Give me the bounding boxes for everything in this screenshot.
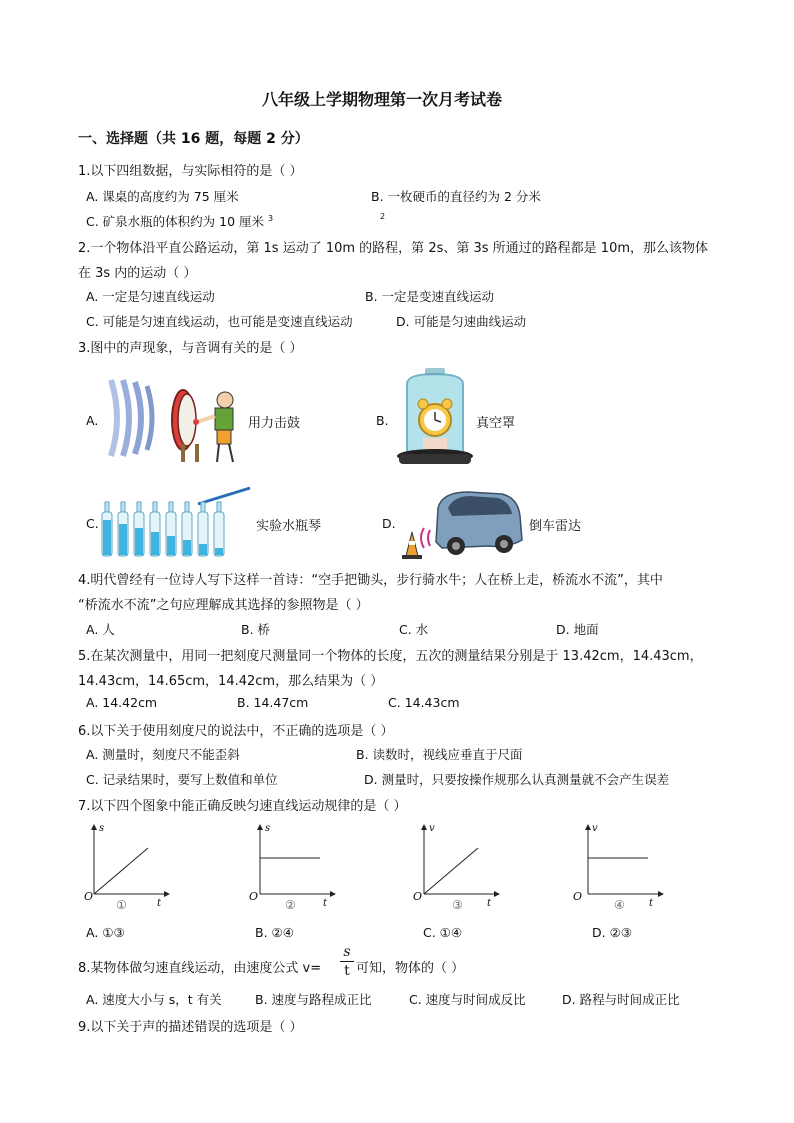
question-3-option-a[interactable]: A. [86, 413, 99, 428]
graph-2-origin: O [249, 890, 259, 903]
alarm-clock-icon [418, 399, 452, 436]
graph-2-number: ② [285, 898, 296, 912]
graph-1-y-label: s [99, 823, 105, 834]
question-8-stem-pre: 8.某物体做匀速直线运动，由速度公式 v= [78, 961, 322, 976]
question-7-option-c[interactable]: C. ①④ [423, 925, 463, 940]
graph-4-origin: O [573, 890, 583, 903]
question-8-stem-post: 可知，物体的（ ） [356, 961, 465, 976]
question-8-option-d[interactable]: D. 路程与时间成正比 [562, 992, 680, 1007]
question-3-option-c[interactable]: C. [86, 516, 99, 531]
graph-3-y-label: v [429, 823, 435, 834]
question-2-option-a[interactable]: A. 一定是匀速直线运动 [86, 289, 215, 304]
question-6-option-b[interactable]: B. 读数时，视线应垂直于尺面 [356, 747, 523, 762]
graph-1-number: ① [116, 898, 127, 912]
question-8-option-a[interactable]: A. 速度大小与 s，t 有关 [86, 992, 222, 1007]
question-4-stem-line1: 4.明代曾经有一位诗人写下这样一首诗：“空手把锄头，步行骑水牛；人在桥上走，桥流水不流”，其中 [78, 573, 663, 588]
graph-2-y-label: s [265, 823, 271, 834]
question-5-stem-line2: 14.43cm，14.65cm，14.42cm，那么结果为（ ） [78, 674, 384, 689]
question-5-stem-line1: 5.在某次测量中，用同一把刻度尺测量同一个物体的长度，五次的测量结果分别是于 13.42cm，14.43cm， [78, 649, 703, 664]
question-1-stem: 1.以下四组数据，与实际相符的是（ ） [78, 164, 303, 179]
question-1-option-c-text: C. 矿泉水瓶的体积约为 10 厘米 [86, 214, 265, 229]
question-2-option-c[interactable]: C. 可能是匀速直线运动，也可能是变速直线运动 [86, 314, 353, 329]
question-5-option-a[interactable]: A. 14.42cm [86, 695, 158, 710]
question-4-option-d[interactable]: D. 地面 [556, 622, 599, 637]
question-5-option-c[interactable]: C. 14.43cm [388, 695, 460, 710]
question-3-option-d[interactable]: D. [382, 516, 396, 531]
stray-superscript: 2 [380, 212, 386, 221]
question-8-option-b[interactable]: B. 速度与路程成正比 [255, 992, 372, 1007]
graph-3-number: ③ [452, 898, 463, 912]
graph-3-origin: O [413, 890, 423, 903]
speed-formula-fraction [340, 944, 354, 979]
graph-1-x-label: t [157, 898, 162, 909]
question-3-d-caption: 倒车雷达 [529, 519, 582, 534]
graph-4-y-label: v [592, 823, 598, 834]
question-4-option-b[interactable]: B. 桥 [241, 622, 271, 637]
question-7-option-b[interactable]: B. ②④ [255, 925, 294, 940]
question-6-option-d[interactable]: D. 测量时，只要按操作规那么认真测量就不会产生误差 [364, 772, 670, 787]
graph-4-number: ④ [614, 898, 625, 912]
graph-1-origin: O [84, 890, 94, 903]
question-7-option-d[interactable]: D. ②③ [592, 925, 632, 940]
sound-wave-icon [111, 380, 152, 456]
radar-wave-icon [421, 528, 430, 548]
question-4-option-a[interactable]: A. 人 [86, 622, 115, 637]
question-3-c-caption: 实验水瓶琴 [256, 519, 322, 534]
question-4-option-c[interactable]: C. 水 [399, 622, 429, 637]
question-7-stem: 7.以下四个图象中能正确反映匀速直线运动规律的是（ ） [78, 799, 407, 814]
question-4-stem-line2: “桥流水不流”之句应理解成其选择的参照物是（ ） [78, 598, 369, 613]
question-9-stem: 9.以下关于声的描述错误的选项是（ ） [78, 1020, 303, 1035]
question-3-a-caption: 用力击鼓 [248, 416, 301, 431]
question-1-option-c[interactable] [86, 212, 273, 230]
question-2-option-d[interactable]: D. 可能是匀速曲线运动 [396, 314, 527, 329]
question-6-option-a[interactable]: A. 测量时，刻度尺不能歪斜 [86, 747, 240, 762]
water-bottles-illustration [100, 486, 252, 560]
fraction-denominator: t [344, 963, 350, 979]
question-1-option-b[interactable]: B. 一枚硬币的直径约为 2 分米 [371, 189, 541, 204]
reversing-radar-illustration [398, 486, 526, 560]
graph-4-x-label: t [649, 898, 654, 909]
traffic-cone-icon [402, 532, 422, 559]
superscript: 3 [268, 213, 274, 223]
question-2-stem-line1: 2.一个物体沿平直公路运动，第 1s 运动了 10m 的路程，第 2s、第 3s 所通过的路程都是 10m，那么该物体 [78, 241, 709, 256]
graph-3-x-label: t [487, 898, 492, 909]
question-7-option-a[interactable]: A. ①③ [86, 925, 125, 940]
section-heading: 一、选择题（共 16 题，每题 2 分） [78, 131, 309, 147]
question-2-option-b[interactable]: B. 一定是变速直线运动 [365, 289, 495, 304]
question-8-option-c[interactable]: C. 速度与时间成反比 [409, 992, 526, 1007]
question-3-b-caption: 真空罩 [476, 416, 516, 431]
bell-jar-illustration [395, 366, 475, 470]
fraction-numerator: s [343, 944, 351, 960]
question-5-option-b[interactable]: B. 14.47cm [237, 695, 309, 710]
graph-2-x-label: t [323, 898, 328, 909]
question-2-stem-line2: 在 3s 内的运动（ ） [78, 266, 197, 281]
question-6-stem: 6.以下关于使用刻度尺的说法中，不正确的选项是（ ） [78, 724, 394, 739]
question-6-option-c[interactable]: C. 记录结果时，要写上数值和单位 [86, 772, 278, 787]
drum-illustration [103, 372, 243, 464]
fraction-bar [340, 961, 354, 962]
question-3-option-b[interactable]: B. [376, 413, 389, 428]
page-title: 八年级上学期物理第一次月考试卷 [262, 90, 503, 109]
question-3-stem: 3.图中的声现象，与音调有关的是（ ） [78, 341, 303, 356]
question-1-option-a[interactable]: A. 课桌的高度约为 75 厘米 [86, 189, 239, 204]
